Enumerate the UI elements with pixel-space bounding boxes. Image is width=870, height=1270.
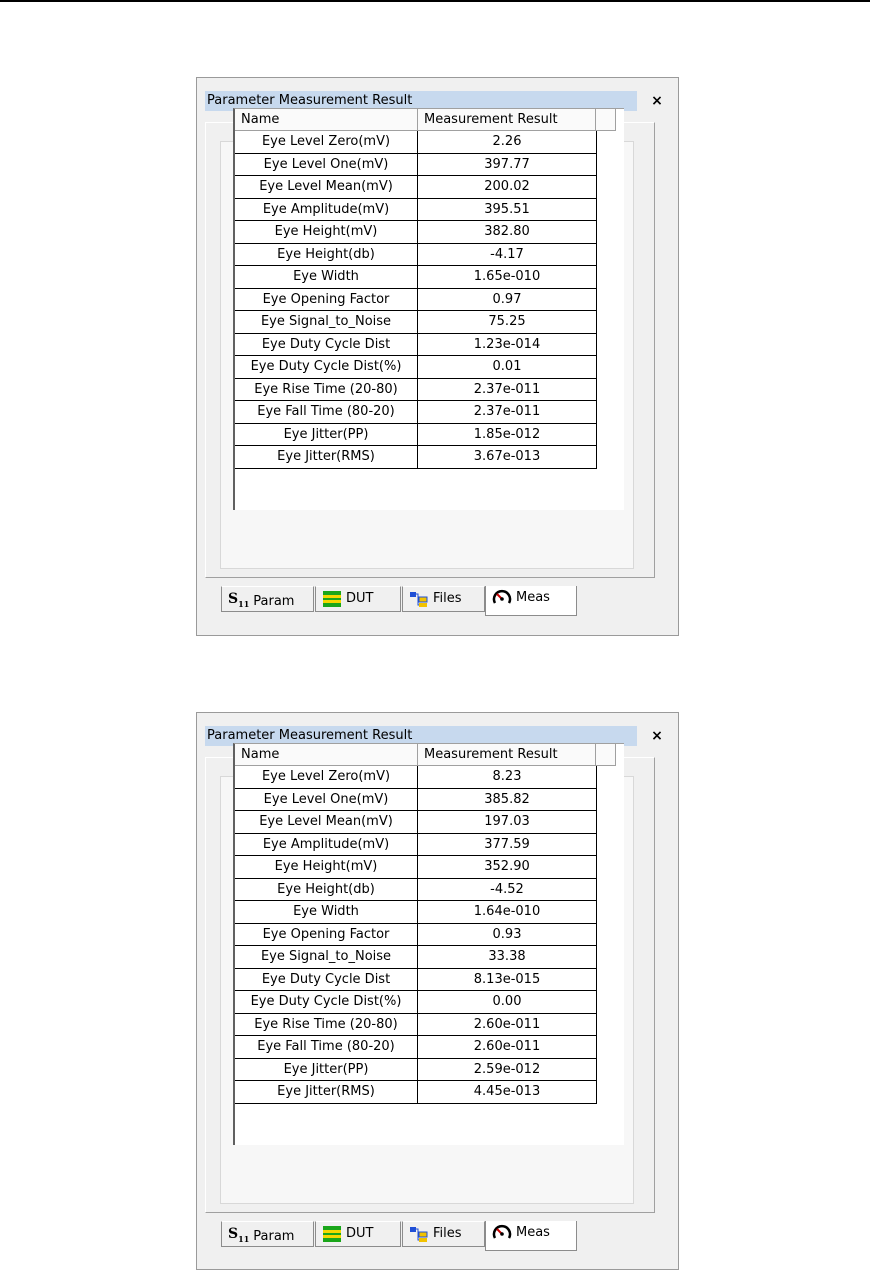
tab-strip	[221, 1221, 661, 1249]
row-name-cell: Eye Duty Cycle Dist	[235, 334, 418, 356]
row-name-cell: Eye Amplitude(mV)	[235, 834, 418, 856]
files-icon	[409, 1225, 429, 1243]
table-row[interactable]	[235, 401, 597, 424]
tab-label: DUT	[346, 1226, 374, 1241]
row-name-cell: Eye Height(db)	[235, 244, 418, 266]
column-header-name[interactable]: Name	[235, 744, 418, 766]
close-button[interactable]: ×	[651, 728, 663, 744]
tab-dut[interactable]	[315, 586, 401, 612]
tab-label: Param	[253, 1228, 295, 1244]
tab-strip	[221, 586, 661, 614]
table-row[interactable]	[235, 356, 597, 379]
row-name-cell: Eye Jitter(RMS)	[235, 446, 418, 468]
table-row[interactable]	[235, 991, 597, 1014]
files-icon	[409, 590, 429, 608]
table-row[interactable]	[235, 811, 597, 834]
measurement-window-1	[196, 77, 679, 636]
row-value-cell: 4.45e-013	[418, 1081, 597, 1103]
row-value-cell: 397.77	[418, 154, 597, 176]
tab-dut[interactable]	[315, 1221, 401, 1247]
table-row[interactable]	[235, 379, 597, 402]
row-value-cell: 8.23	[418, 766, 597, 788]
table-row[interactable]	[235, 154, 597, 177]
row-value-cell: 1.65e-010	[418, 266, 597, 288]
table-row[interactable]	[235, 834, 597, 857]
row-value-cell: 382.80	[418, 221, 597, 243]
row-name-cell: Eye Opening Factor	[235, 924, 418, 946]
row-value-cell: 8.13e-015	[418, 969, 597, 991]
dut-icon	[322, 1225, 342, 1243]
row-name-cell: Eye Level Mean(mV)	[235, 176, 418, 198]
row-name-cell: Eye Duty Cycle Dist(%)	[235, 991, 418, 1013]
row-name-cell: Eye Signal_to_Noise	[235, 946, 418, 968]
table-row[interactable]	[235, 244, 597, 267]
row-value-cell: 1.64e-010	[418, 901, 597, 923]
tab-files[interactable]	[402, 1221, 485, 1247]
table-row[interactable]	[235, 266, 597, 289]
row-name-cell: Eye Level One(mV)	[235, 154, 418, 176]
row-value-cell: 2.26	[418, 131, 597, 153]
row-name-cell: Eye Jitter(PP)	[235, 424, 418, 446]
s11-icon: $S_{11}$	[228, 591, 250, 609]
row-value-cell: -4.52	[418, 879, 597, 901]
tab-files[interactable]	[402, 586, 485, 612]
tab-label: DUT	[346, 591, 374, 606]
page-top-rule	[0, 0, 870, 2]
table-row[interactable]	[235, 446, 597, 469]
row-value-cell: 385.82	[418, 789, 597, 811]
table-row[interactable]	[235, 334, 597, 357]
column-header-filler	[596, 109, 616, 131]
tab-label: Files	[433, 591, 462, 606]
tab-label: Param	[253, 593, 295, 609]
row-name-cell: Eye Fall Time (80-20)	[235, 401, 418, 423]
row-value-cell: 33.38	[418, 946, 597, 968]
table-row[interactable]	[235, 946, 597, 969]
row-value-cell: 352.90	[418, 856, 597, 878]
row-name-cell: Eye Level Zero(mV)	[235, 766, 418, 788]
table-row[interactable]	[235, 176, 597, 199]
meas-icon	[492, 589, 512, 607]
row-value-cell: 75.25	[418, 311, 597, 333]
window-title: Parameter Measurement Result	[205, 726, 637, 746]
row-name-cell: Eye Duty Cycle Dist	[235, 969, 418, 991]
row-name-cell: Eye Width	[235, 266, 418, 288]
row-name-cell: Eye Duty Cycle Dist(%)	[235, 356, 418, 378]
row-value-cell: 395.51	[418, 199, 597, 221]
table-row[interactable]	[235, 289, 597, 312]
table-row[interactable]	[235, 131, 597, 154]
row-name-cell: Eye Amplitude(mV)	[235, 199, 418, 221]
row-value-cell: 200.02	[418, 176, 597, 198]
table-row[interactable]	[235, 969, 597, 992]
row-name-cell: Eye Jitter(RMS)	[235, 1081, 418, 1103]
row-value-cell: 1.23e-014	[418, 334, 597, 356]
measurement-window-2	[196, 712, 679, 1270]
row-value-cell: 0.97	[418, 289, 597, 311]
row-name-cell: Eye Height(mV)	[235, 221, 418, 243]
row-name-cell: Eye Height(db)	[235, 879, 418, 901]
table-row[interactable]	[235, 924, 597, 947]
table-row[interactable]	[235, 1036, 597, 1059]
row-name-cell: Eye Level Zero(mV)	[235, 131, 418, 153]
row-value-cell: 2.37e-011	[418, 379, 597, 401]
table-row[interactable]	[235, 1059, 597, 1082]
window-title: Parameter Measurement Result	[205, 91, 637, 111]
row-value-cell: 0.93	[418, 924, 597, 946]
row-value-cell: -4.17	[418, 244, 597, 266]
tab-label: Files	[433, 1226, 462, 1241]
row-name-cell: Eye Signal_to_Noise	[235, 311, 418, 333]
table-row[interactable]	[235, 311, 597, 334]
table-row[interactable]	[235, 856, 597, 879]
meas-icon	[492, 1224, 512, 1242]
row-value-cell: 0.00	[418, 991, 597, 1013]
row-value-cell: 3.67e-013	[418, 446, 597, 468]
tab-meas[interactable]	[485, 1221, 577, 1251]
table-row[interactable]	[235, 789, 597, 812]
table-body	[235, 766, 597, 1104]
table-row[interactable]	[235, 424, 597, 447]
results-table[interactable]	[233, 743, 624, 1145]
table-row[interactable]	[235, 1081, 597, 1104]
row-name-cell: Eye Level One(mV)	[235, 789, 418, 811]
table-row[interactable]	[235, 901, 597, 924]
tab-label: Meas	[516, 1225, 550, 1240]
row-value-cell: 1.85e-012	[418, 424, 597, 446]
column-header-result[interactable]: Measurement Result	[418, 109, 596, 131]
row-name-cell: Eye Rise Time (20-80)	[235, 1014, 418, 1036]
row-name-cell: Eye Width	[235, 901, 418, 923]
table-body	[235, 131, 597, 469]
row-value-cell: 2.60e-011	[418, 1036, 597, 1058]
row-name-cell: Eye Opening Factor	[235, 289, 418, 311]
table-header	[235, 109, 624, 131]
tab-meas[interactable]	[485, 586, 577, 616]
row-name-cell: Eye Level Mean(mV)	[235, 811, 418, 833]
results-table[interactable]	[233, 108, 624, 510]
s11-icon: $S_{11}$	[228, 1226, 250, 1244]
close-button[interactable]: ×	[651, 93, 663, 109]
column-header-result[interactable]: Measurement Result	[418, 744, 596, 766]
row-name-cell: Eye Height(mV)	[235, 856, 418, 878]
row-value-cell: 0.01	[418, 356, 597, 378]
dut-icon	[322, 590, 342, 608]
row-value-cell: 2.37e-011	[418, 401, 597, 423]
tab-param[interactable]	[221, 1221, 314, 1247]
row-value-cell: 197.03	[418, 811, 597, 833]
table-row[interactable]	[235, 221, 597, 244]
row-name-cell: Eye Jitter(PP)	[235, 1059, 418, 1081]
tab-param[interactable]	[221, 586, 314, 612]
tab-label: Meas	[516, 590, 550, 605]
row-name-cell: Eye Rise Time (20-80)	[235, 379, 418, 401]
row-value-cell: 377.59	[418, 834, 597, 856]
row-value-cell: 2.59e-012	[418, 1059, 597, 1081]
row-value-cell: 2.60e-011	[418, 1014, 597, 1036]
table-row[interactable]	[235, 1014, 597, 1037]
row-name-cell: Eye Fall Time (80-20)	[235, 1036, 418, 1058]
table-header	[235, 744, 624, 766]
table-row[interactable]	[235, 879, 597, 902]
table-row[interactable]	[235, 766, 597, 789]
table-row[interactable]	[235, 199, 597, 222]
column-header-name[interactable]: Name	[235, 109, 418, 131]
column-header-filler	[596, 744, 616, 766]
